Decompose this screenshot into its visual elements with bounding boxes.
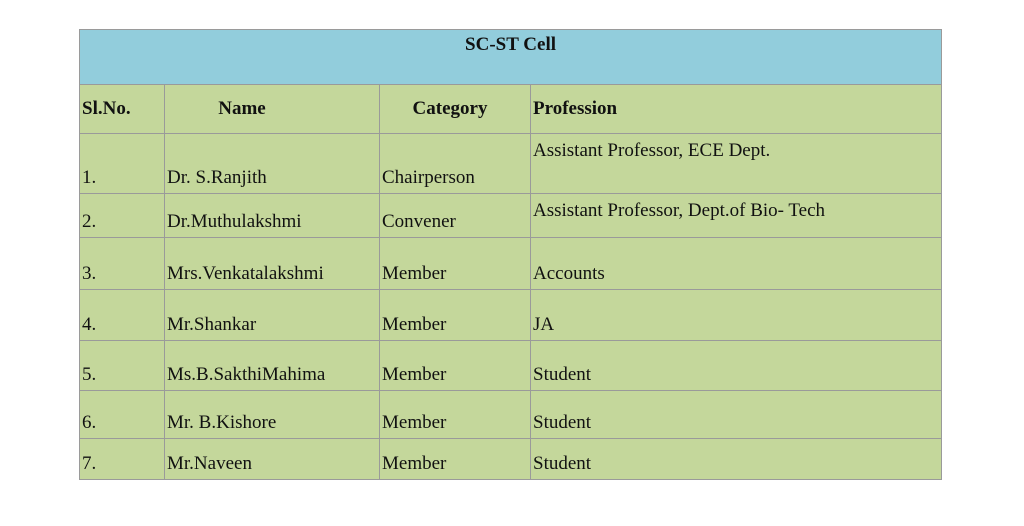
cell-category: Member	[380, 238, 531, 290]
cell-category: Member	[380, 439, 531, 480]
cell-category: Chairperson	[380, 134, 531, 194]
header-category: Category	[380, 85, 531, 134]
header-name: Name	[165, 85, 380, 134]
cell-profession: JA	[531, 290, 942, 341]
cell-profession: Student	[531, 391, 942, 439]
cell-name: Mr. B.Kishore	[165, 391, 380, 439]
cell-slno: 6.	[80, 391, 165, 439]
cell-profession: Student	[531, 341, 942, 391]
cell-profession: Student	[531, 439, 942, 480]
cell-slno: 3.	[80, 238, 165, 290]
cell-name: Ms.B.SakthiMahima	[165, 341, 380, 391]
cell-profession: Assistant Professor, Dept.of Bio- Tech	[531, 194, 942, 238]
header-profession: Profession	[531, 85, 942, 134]
table-row	[80, 134, 942, 194]
cell-category: Member	[380, 341, 531, 391]
cell-category: Member	[380, 290, 531, 341]
table-row	[80, 290, 942, 341]
cell-slno: 7.	[80, 439, 165, 480]
cell-category: Convener	[380, 194, 531, 238]
cell-name: Mrs.Venkatalakshmi	[165, 238, 380, 290]
table-row	[80, 391, 942, 439]
header-slno: Sl.No.	[80, 85, 165, 134]
sc-st-cell-table	[79, 29, 942, 480]
cell-slno: 1.	[80, 134, 165, 194]
cell-name: Mr.Shankar	[165, 290, 380, 341]
cell-profession: Accounts	[531, 238, 942, 290]
cell-slno: 5.	[80, 341, 165, 391]
cell-category: Member	[380, 391, 531, 439]
table-row	[80, 238, 942, 290]
cell-slno: 4.	[80, 290, 165, 341]
table-row	[80, 439, 942, 480]
cell-name: Mr.Naveen	[165, 439, 380, 480]
cell-name: Dr.Muthulakshmi	[165, 194, 380, 238]
cell-name: Dr. S.Ranjith	[165, 134, 380, 194]
table-row	[80, 341, 942, 391]
cell-profession: Assistant Professor, ECE Dept.	[531, 134, 942, 194]
table-title-row	[80, 30, 942, 85]
table-title: SC-ST Cell	[80, 30, 942, 85]
table-row	[80, 194, 942, 238]
cell-slno: 2.	[80, 194, 165, 238]
table-header-row	[80, 85, 942, 134]
